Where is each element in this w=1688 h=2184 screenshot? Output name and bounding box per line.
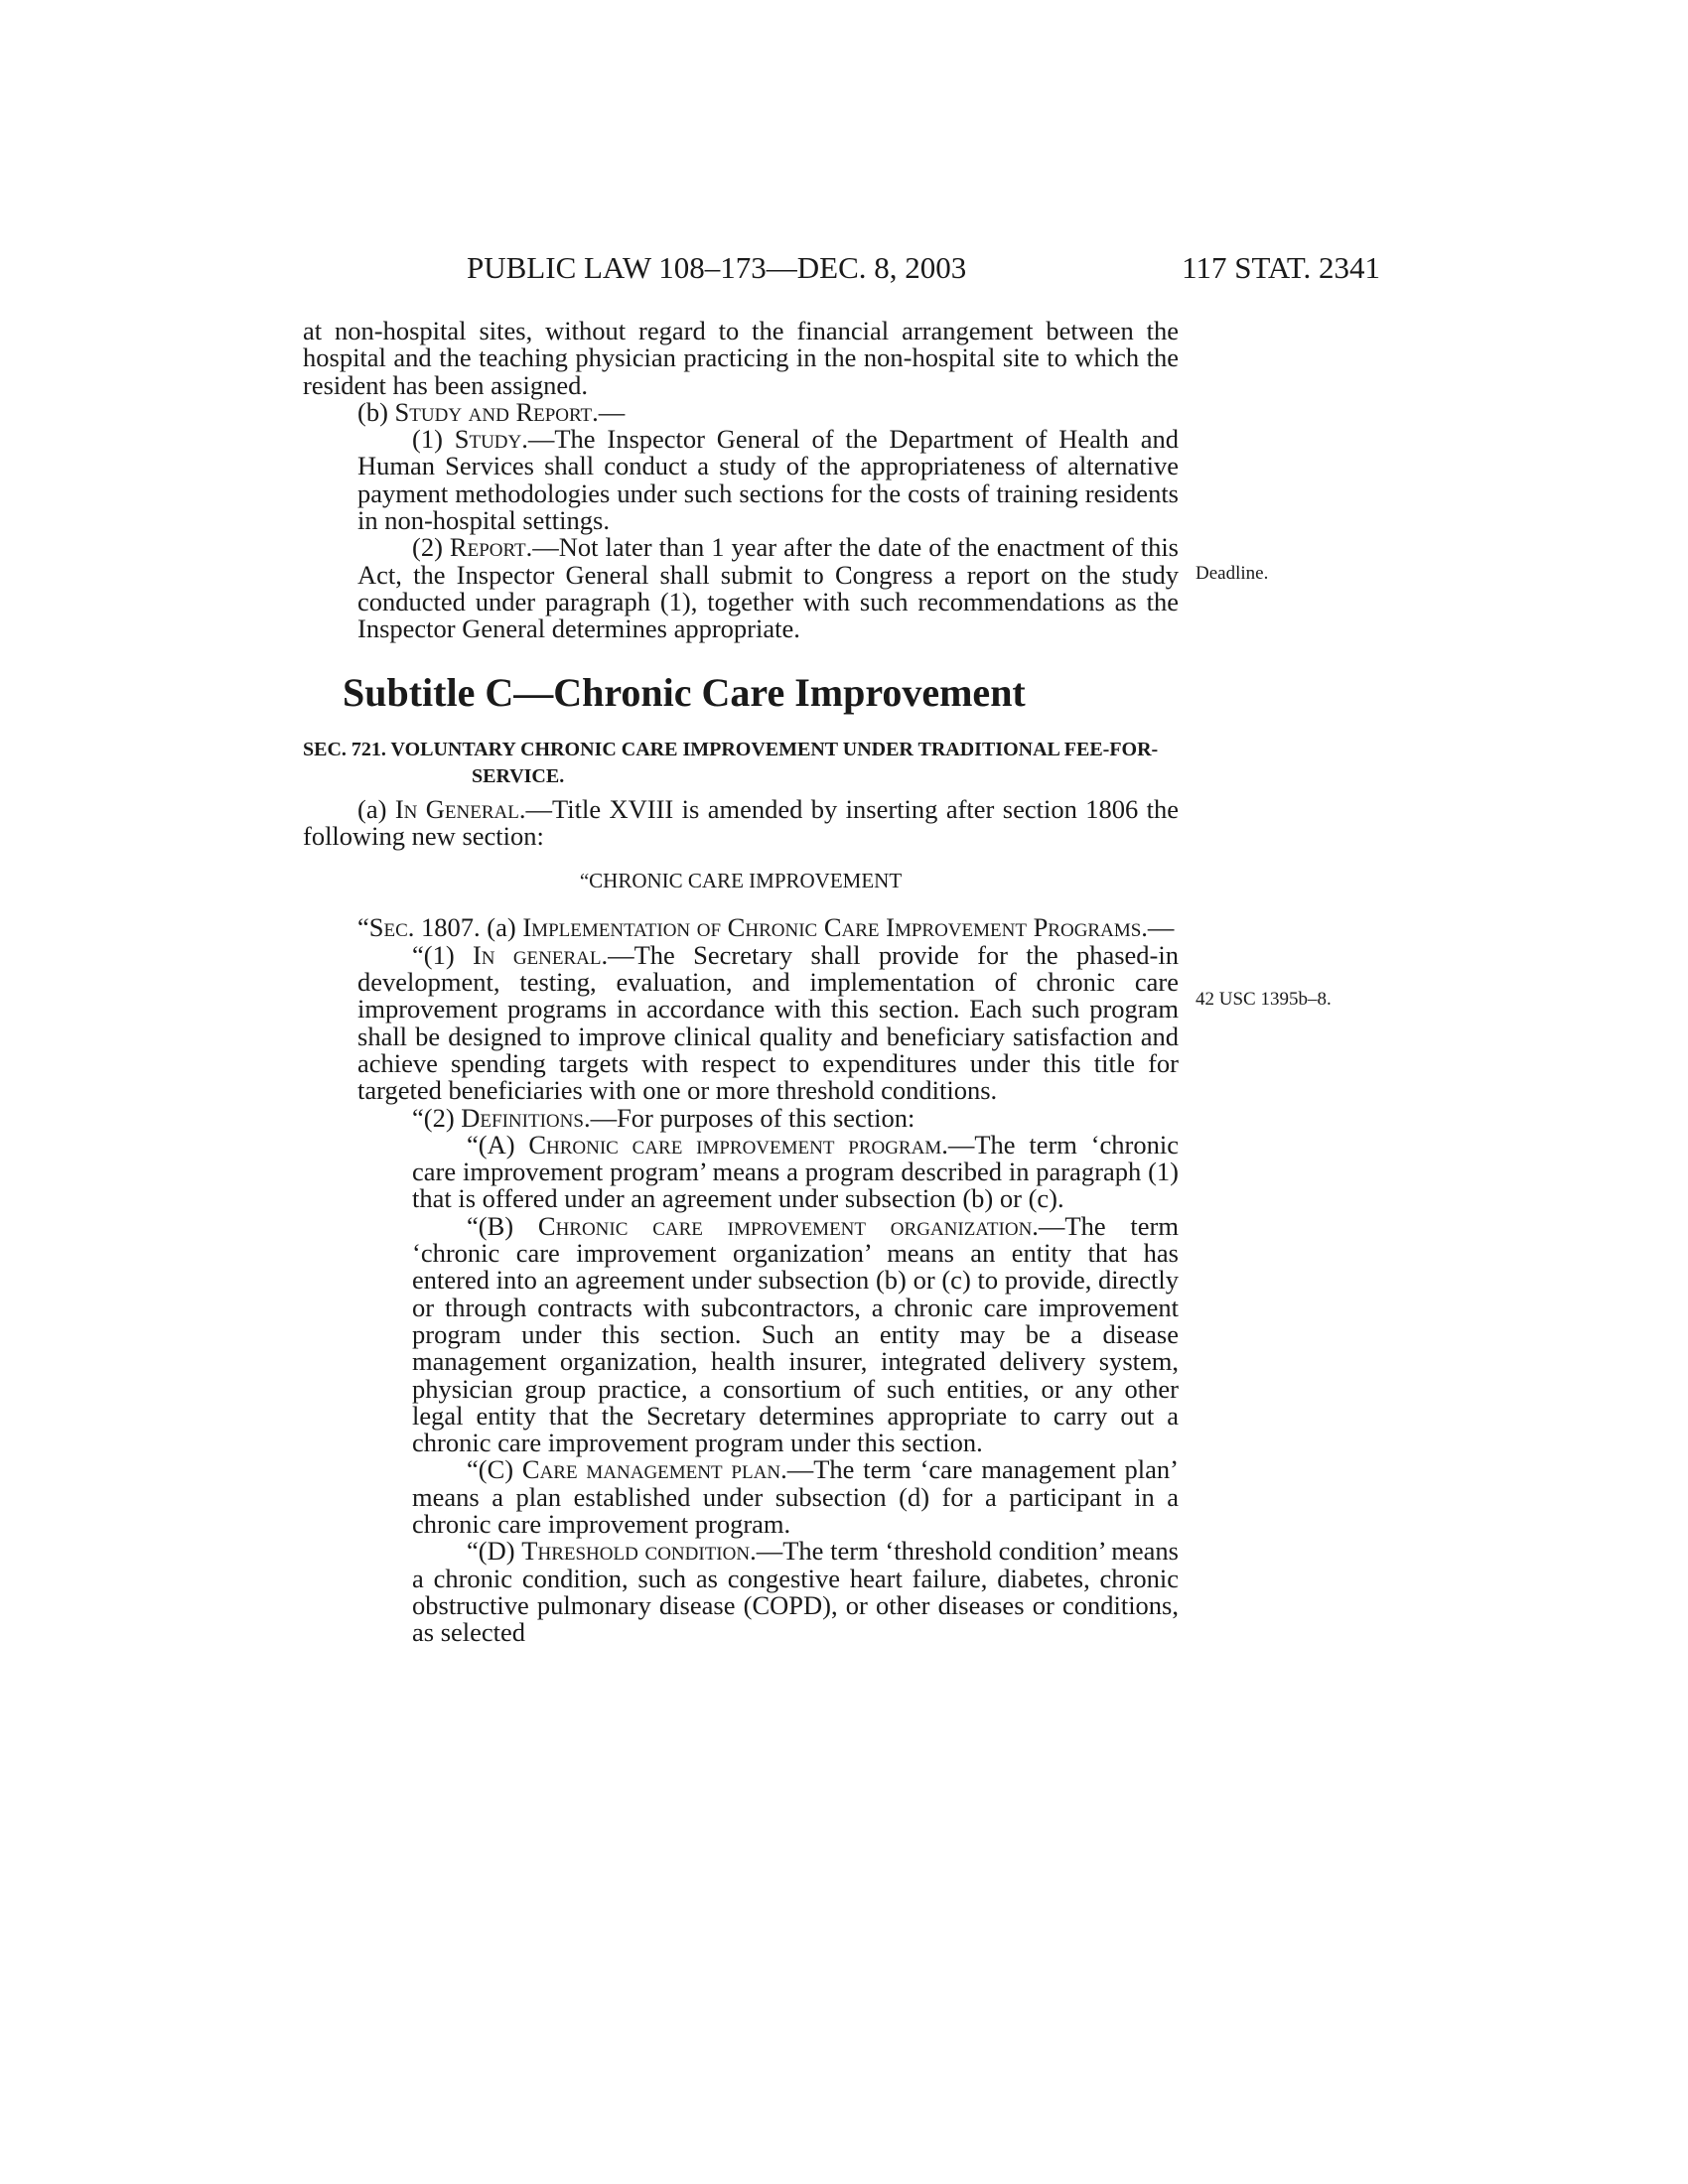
running-header	[298, 250, 1380, 290]
margin-note-usc-citation: 42 USC 1395b–8.	[1196, 989, 1332, 1010]
section-721-heading: SEC. 721. VOLUNTARY CHRONIC CARE IMPROVEMENT UNDER TRADITIONAL FEE-FOR-SERVICE.	[303, 738, 1159, 787]
header-public-law: PUBLIC LAW 108–173—DEC. 8, 2003	[467, 250, 967, 285]
header-stat-page: 117 STAT. 2341	[1182, 250, 1380, 285]
subtitle-heading: Subtitle C—Chronic Care Improvement	[343, 669, 1026, 715]
paragraph-definition-d: “(D) Threshold condition.—The term ‘threshold condition’ means a chronic condition, such as congestive heart failure, diabetes, chronic obstructive pulmonary disease (COPD), or other diseases or conditions, as selected	[412, 1536, 1179, 1648]
paragraph-definition-c: “(C) Care management plan.—The term ‘care management plan’ means a plan established under subsection (d) for a participant in a chronic care improvement program.	[412, 1454, 1179, 1539]
paragraph-1807-a1-in-general: “(1) In general.—The Secretary shall provide for the phased-in development, testing, evaluation, and implementation of chronic care improvement programs in accordance with this section. Each such program shall be designed to improve clinical quality and beneficiary satisfaction and achieve spending targets with respect to expenditures under this title for targeted beneficiaries with one or more threshold conditions.	[357, 939, 1179, 1106]
paragraph-b1-study: (1) Study.—The Inspector General of the Department of Health and Human Services shall conduct a study of the appropriateness of alternative payment methodologies under such sections for the costs of training residents in non-hospital settings.	[357, 424, 1179, 536]
paragraph-definition-b: “(B) Chronic care improvement organization.—The term ‘chronic care improvement organization’ means an entity that has entered into an agreement under subsection (b) or (c) to provide, directly or through contracts with subcontractors, a chronic care improvement program under this section. Such an entity may be a disease management organization, health insurer, integrated delivery system, physician group practice, a consortium of such entities, or any other legal entity that the Secretary determines appropriate to carry out a chronic care improvement program under this section.	[412, 1210, 1179, 1458]
paragraph-definition-a: “(A) Chronic care improvement program.—The term ‘chronic care improvement program’ means a program described in paragraph (1) that is offered under an agreement under subsection (b) or (c).	[412, 1129, 1179, 1214]
paragraph-1807-a2-definitions: “(2) Definitions.—For purposes of this section:	[412, 1102, 915, 1133]
document-body	[303, 318, 1179, 1646]
margin-note-deadline: Deadline.	[1196, 563, 1269, 584]
centered-section-heading: “CHRONIC CARE IMPROVEMENT	[579, 869, 903, 893]
paragraph-sec-1807: “Sec. 1807. (a) Implementation of Chronic Care Improvement Programs.—	[357, 912, 1175, 943]
paragraph-b-heading: (b) Study and Report.—	[357, 396, 626, 427]
paragraph-b2-report: (2) Report.—Not later than 1 year after the date of the enactment of this Act, the Inspector General shall submit to Congress a report on the study conducted under paragraph (1), together with such recommendations as the Inspector General determines appropriate.	[357, 532, 1179, 644]
paragraph-continuation: at non-hospital sites, without regard to the financial arrangement between the hospital and the teaching physician practicing in the non-hospital site to which the resident has been assigned.	[303, 316, 1179, 400]
paragraph-a-in-general: (a) In General.—Title XVIII is amended by inserting after section 1806 the following new section:	[303, 793, 1180, 851]
